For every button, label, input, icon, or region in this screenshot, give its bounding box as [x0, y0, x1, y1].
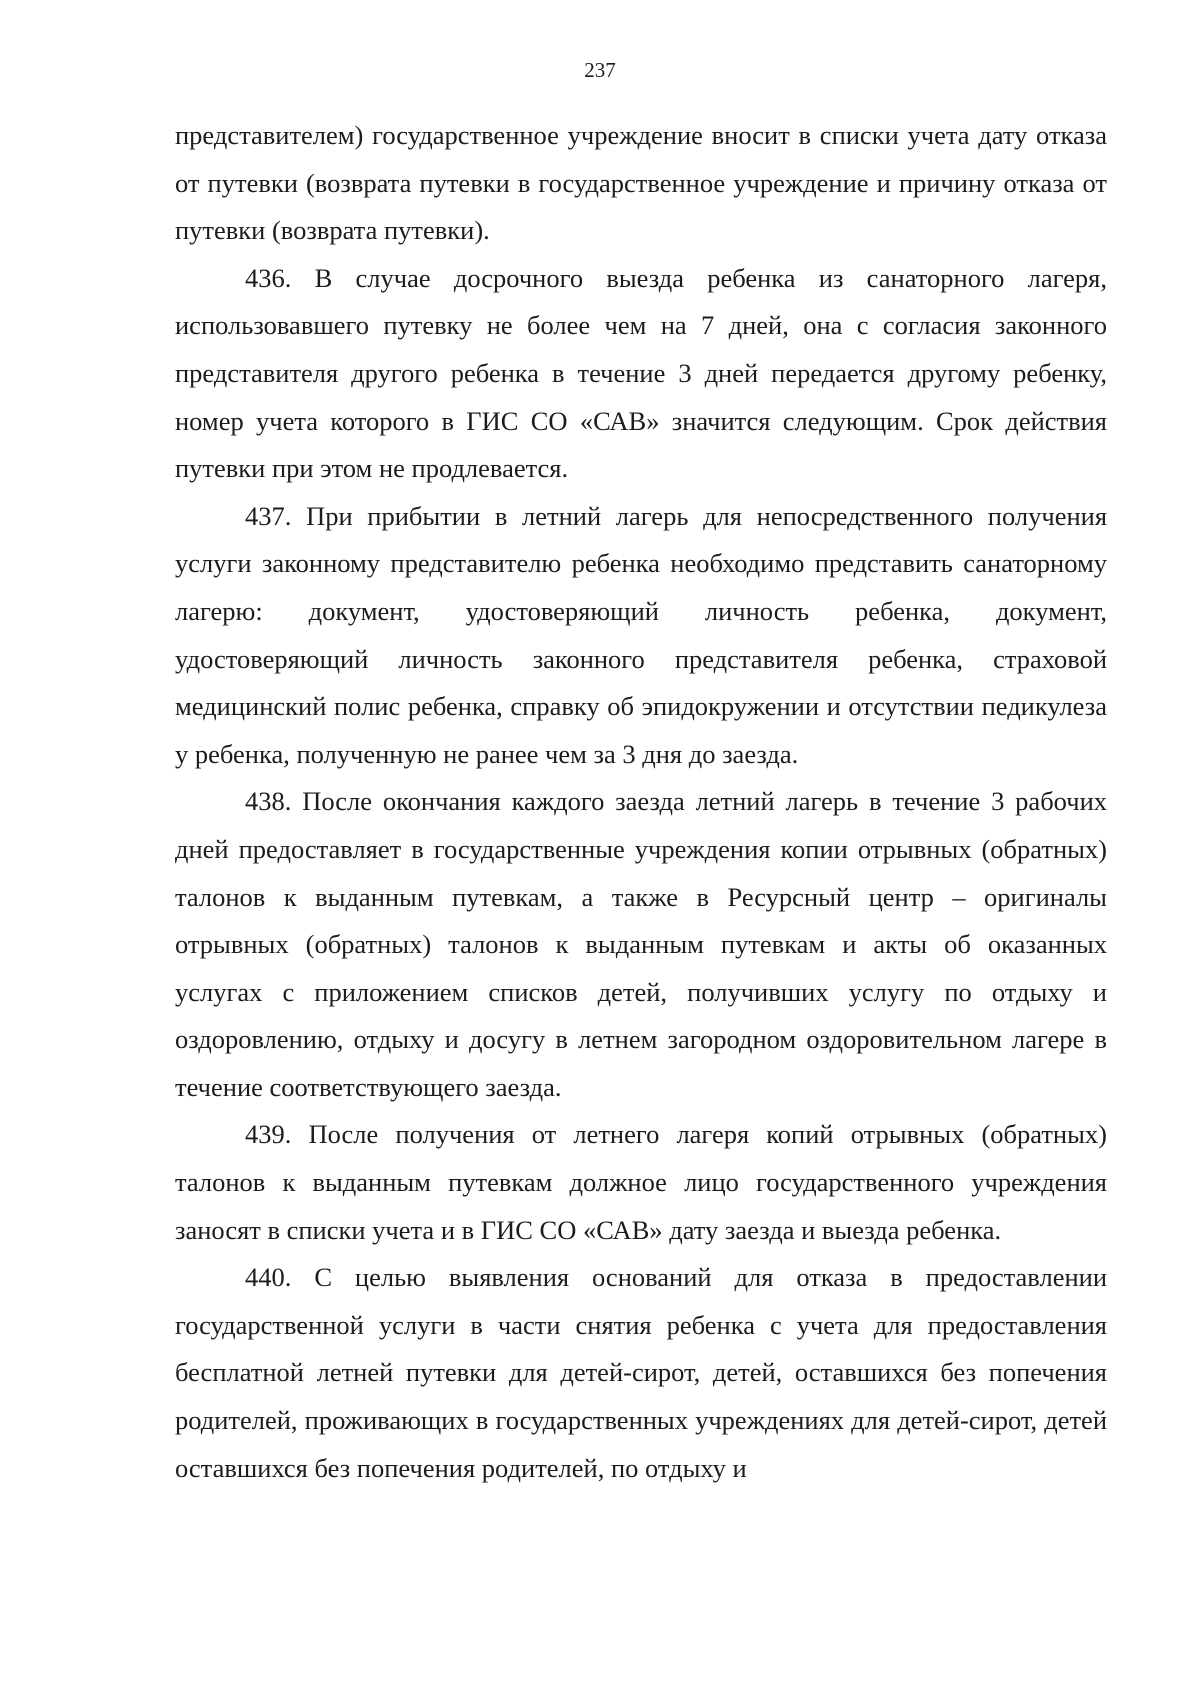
document-body: [175, 112, 1107, 1492]
paragraph-text: При прибытии в летний лагерь для непосредственного получения услуги законному представителю ребенка необходимо представить санаторному лагерю: документ, удостоверяющий личность ребенка, документ, удостоверяющий личность законного представителя ребенка, страховой медицинский полис ребенка, справку об эпидокружении и отсутствии педикулеза у ребенка, полученную не ранее чем за 3 дня до заезда.: [175, 500, 1108, 769]
paragraph-437: [175, 493, 1107, 779]
paragraph-436: [175, 255, 1107, 493]
paragraph-number: 436.: [245, 262, 292, 293]
paragraph-438: [175, 778, 1107, 1111]
paragraph-text: представителем) государственное учреждение вносит в списки учета дату отказа от путевки (возврата путевки в государственное учреждение и причину отказа от путевки (возврата путевки).: [175, 120, 1107, 246]
paragraph-text: В случае досрочного выезда ребенка из санаторного лагеря, использовавшего путевку не более чем на 7 дней, она с согласия законного представителя другого ребенка в течение 3 дней передается другому ребенку, номер учета которого в ГИС СО «САВ» значится следующим. Срок действия путевки при этом не продлевается.: [175, 262, 1107, 484]
paragraph-continuation: [175, 112, 1107, 255]
paragraph-number: 438.: [245, 786, 292, 817]
paragraph-440: [175, 1254, 1107, 1492]
paragraph-number: 439.: [245, 1119, 292, 1150]
paragraph-text: После получения от летнего лагеря копий отрывных (обратных) талонов к выданным путевкам должное лицо государственного учреждения заносят в списки учета и в ГИС СО «САВ» дату заезда и выезда ребенка.: [175, 1119, 1107, 1245]
paragraph-text: С целью выявления оснований для отказа в предоставлении государственной услуги в части снятия ребенка с учета для предоставления бесплатной летней путевки для детей-сирот, детей, оставшихся без попечения родителей, проживающих в государственных учреждениях для детей-сирот, детей оставшихся без попечения родителей, по отдыху и: [175, 1262, 1108, 1483]
paragraph-number: 440.: [245, 1262, 292, 1293]
paragraph-number: 437.: [245, 500, 292, 531]
paragraph-text: После окончания каждого заезда летний лагерь в течение 3 рабочих дней предоставляет в государственные учреждения копии отрывных (обратных) талонов к выданным путевкам, а также в Ресурсный центр – оригиналы отрывных (обратных) талонов к выданным путевкам и акты об оказанных услугах с приложением списков детей, получивших услугу по отдыху и оздоровлению, отдыху и досугу в летнем загородном оздоровительном лагере в течение соответствующего заезда.: [175, 786, 1107, 1102]
page-number: 237: [584, 58, 616, 82]
paragraph-439: [175, 1111, 1107, 1254]
